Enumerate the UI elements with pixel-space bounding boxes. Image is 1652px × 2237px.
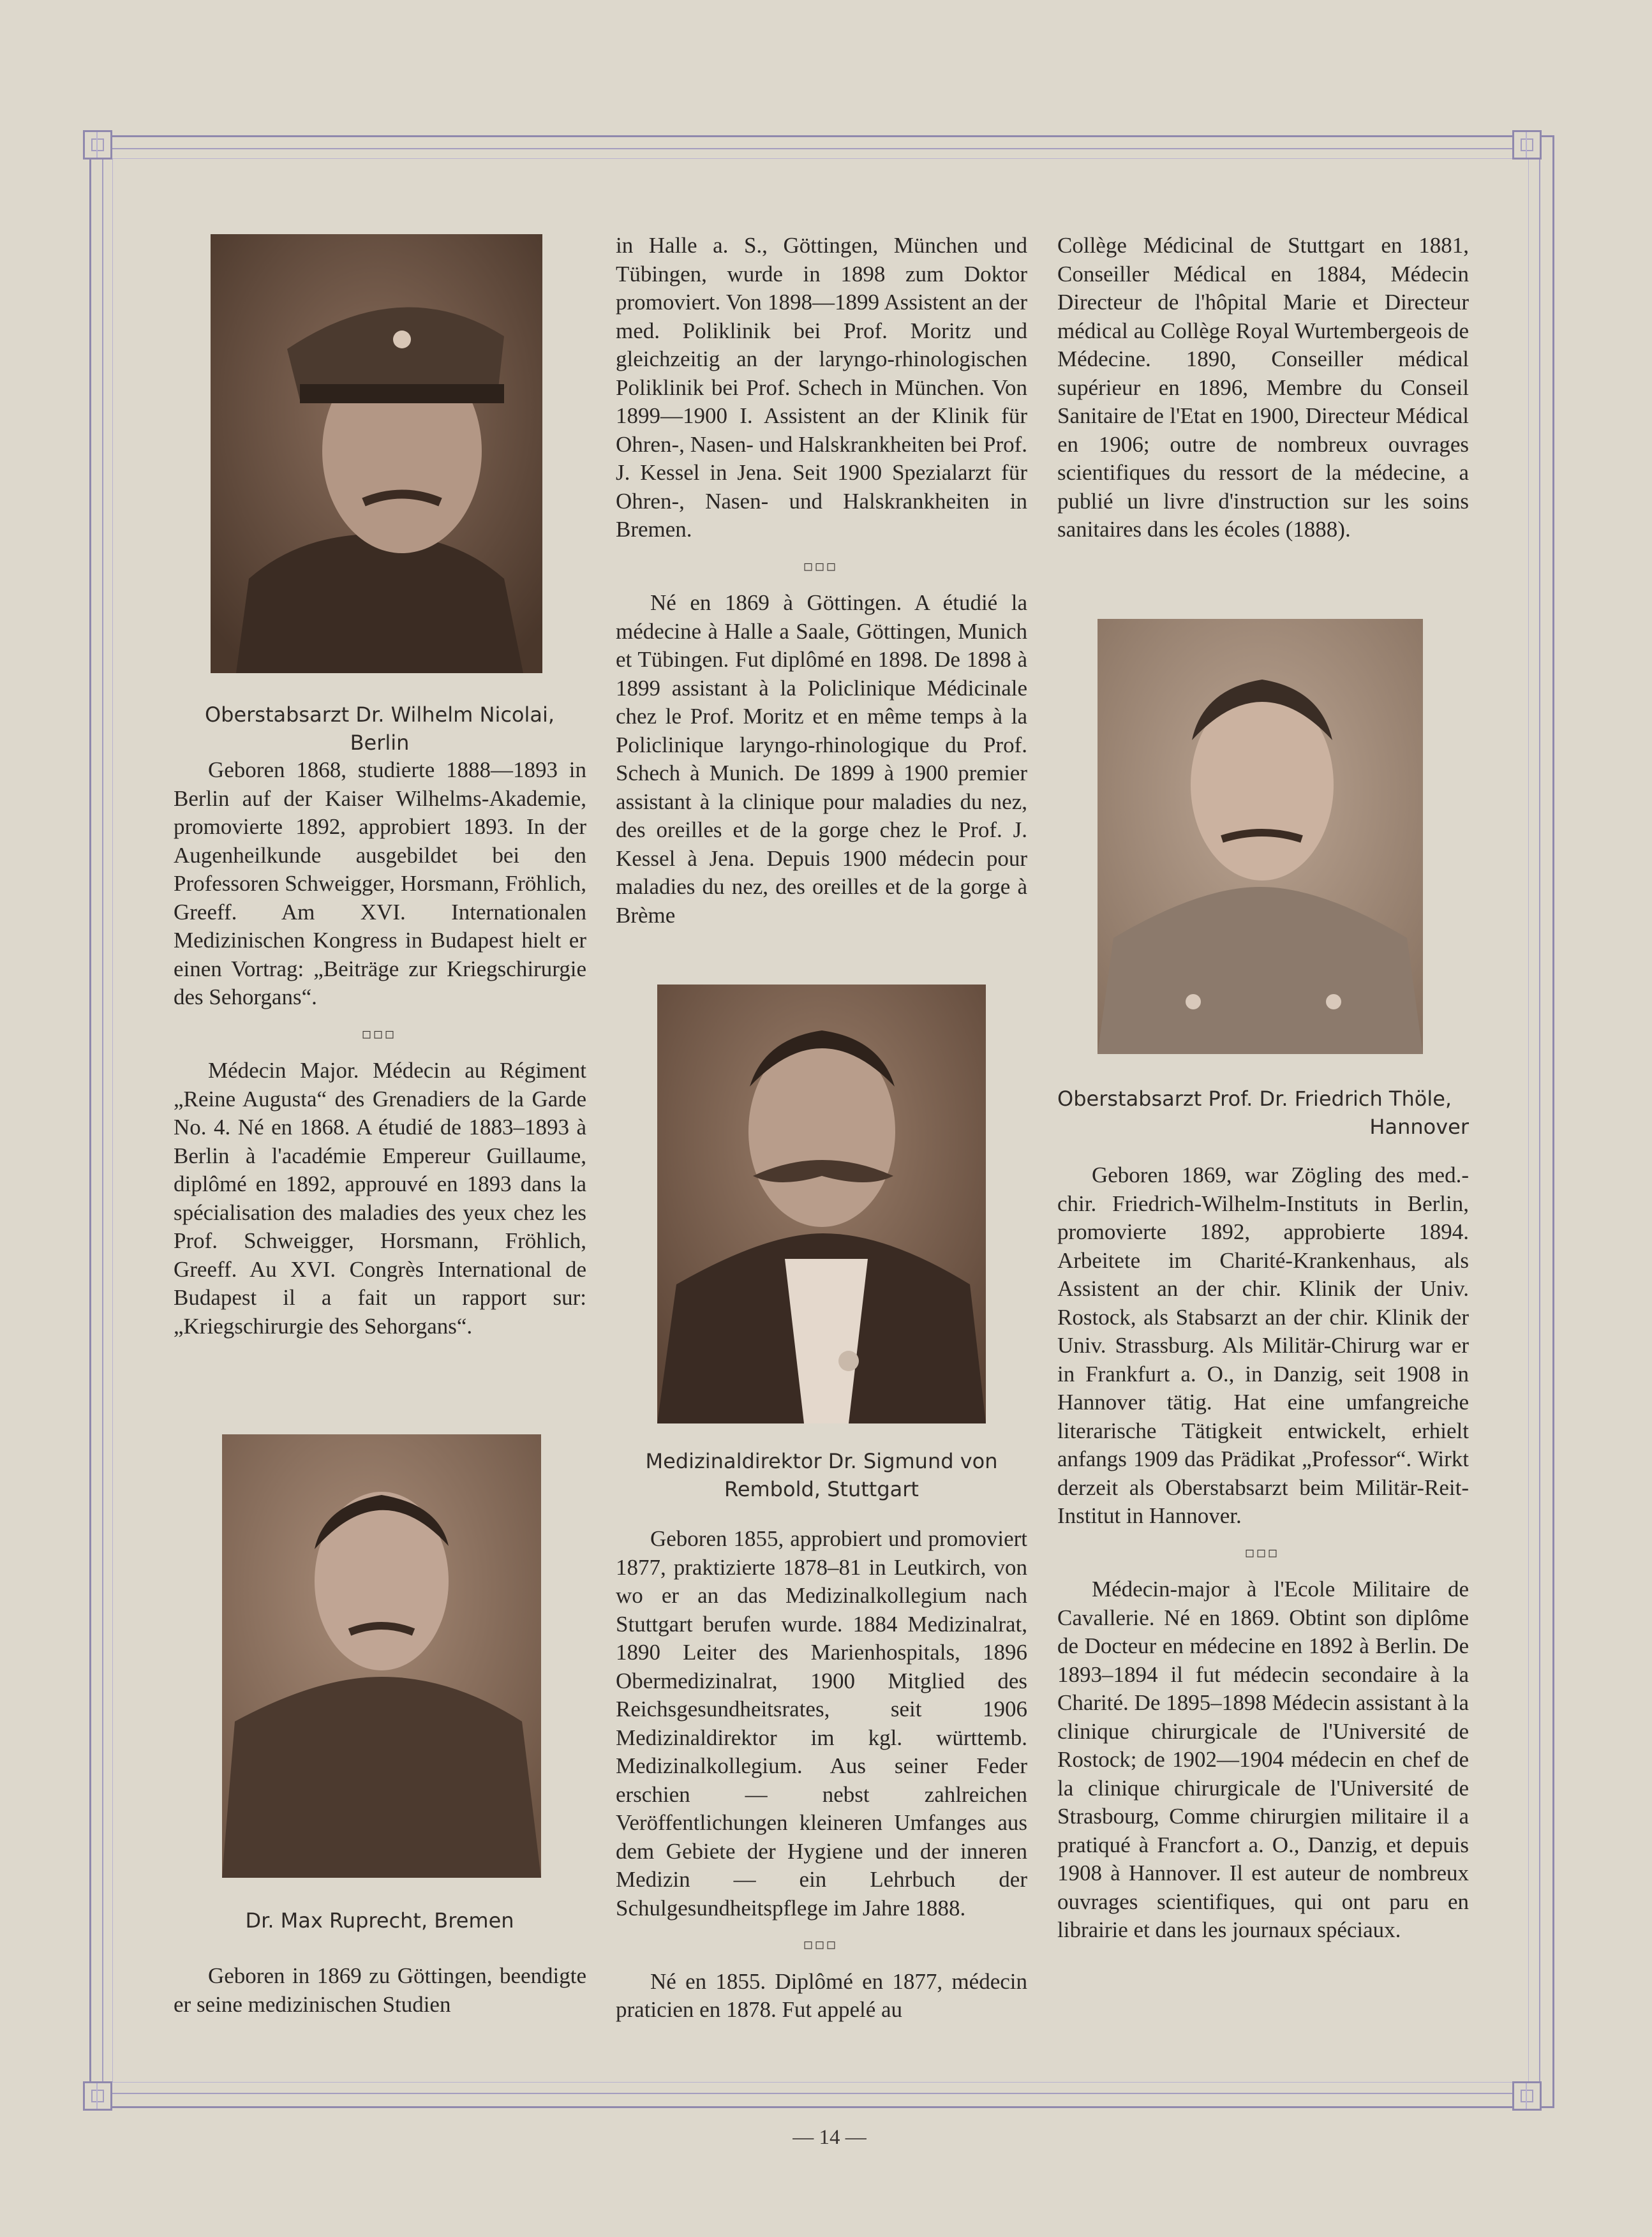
caption-nicolai: Oberstabsarzt Dr. Wilhelm Nicolai, Berlin bbox=[204, 702, 555, 755]
caption-thoele bbox=[1057, 1085, 1469, 1141]
caption-thoele-line-2: Hannover bbox=[1369, 1115, 1469, 1139]
bio-rembold-german: Geboren 1855, approbiert und promoviert 1877, praktizierte 1878–81 in Leutkirch, von wo er an das Medizinalkollegium nach Stuttgart berufen wurde. 1884 Medizinalrat, 1890 Leiter des Marienhospitals, 1896 Obermedizinalrat, 1900 Mitglied des Reichsgesundheitsrates, seit 1906 Medizinaldirektor im kgl. württemb. Medizinalkollegium. Aus seiner Feder erschien — nebst zahlreichen Veröffentlichungen kleineren Umfanges aus dem Gebiete der Hygiene und der inneren Medizin — ein Lehrbuch der Schulgesundheitspflege im Jahre 1888. bbox=[616, 1526, 1027, 1921]
caption-ruprecht: Dr. Max Ruprecht, Bremen bbox=[245, 1908, 514, 1933]
bio-ruprecht-french: Né en 1869 à Göttingen. A étudié la médecine à Halle a Saale, Göttingen, Munich et Tübingen. Fut diplômé en 1898. De 1898 à 1899 assistant à la Policlinique Médicinale chez le Prof. Moritz et en même temps à la Policlinique laryngo-rhinologique du Prof. Schech à Munich. De 1899 à 1900 premier assistant à la clinique pour maladies du nez, des oreilles et de la gorge chez le Prof. J. Kessel à Jena. Depuis 1900 médecin pour maladies du nez, des oreilles et de la gorge à Brème bbox=[616, 590, 1027, 928]
portrait-photo-nicolai bbox=[211, 234, 542, 673]
portrait-photo-rembold bbox=[657, 985, 986, 1423]
section-separator: □□□ bbox=[362, 1025, 398, 1041]
caption-rembold bbox=[616, 1447, 1027, 1503]
corner-ornament bbox=[1512, 130, 1542, 160]
text-column-2-lower bbox=[616, 1525, 1027, 2025]
bio-nicolai-french: Médecin Major. Médecin au Régiment „Reine Augusta“ des Grenadiers de la Garde No. 4. Né en 1868. A étudié de 1883–1893 à Berlin à l'académie Empereur Guillaume, diplômé en 1892, approuvé en 1893 dans la spécialisation des maladies des yeux chez les Prof. Schweigger, Horsmann, Fröhlich, Greeff. Au XVI. Congrès International de Budapest il a fait un rapport sur: „Kriegschirurgie des Sehorgans“. bbox=[174, 1058, 586, 1339]
bio-rembold-french-start: Né en 1855. Diplômé en 1877, médecin praticien en 1878. Fut appelé au bbox=[616, 1968, 1027, 2022]
page-number: — 14 — bbox=[793, 2126, 867, 2149]
bio-ruprecht-german-cont: in Halle a. S., Göttingen, München und Tübingen, wurde in 1898 zum Doktor promoviert. Von 1898—1899 Assistent an der med. Poliklinik bei Prof. Moritz und gleichzeitig an der laryngo-rhinologischen Poliklinik bei Prof. Schech in München. Von 1899—1900 I. Assistent an der Klinik für Ohren-, Nasen- und Halskrankheiten bei Prof. J. Kessel in Jena. Seit 1900 Spezialarzt für Ohren-, Nasen- und Halskrankheiten in Bremen. bbox=[616, 233, 1027, 542]
corner-ornament bbox=[1512, 2081, 1542, 2111]
portrait-photo-ruprecht bbox=[222, 1434, 541, 1878]
bio-nicolai-german: Geboren 1868, studierte 1888—1893 in Berlin auf der Kaiser Wilhelms-Akademie, promovierte 1892, approbiert 1893. In der Augenheilkunde ausgebildet bei den Professoren Schweigger, Horsmann, Fröhlich, Greeff. Am XVI. Internationalen Medizinischen Kongress in Budapest hielt er einen Vortrag: „Beiträge zur Kriegschirurgie des Sehorgans“. bbox=[174, 757, 586, 1009]
bio-ruprecht-german-start: Geboren in 1869 zu Göttingen, beendigte er seine medizinischen Studien bbox=[174, 1963, 586, 2017]
caption-thoele-line-1: Oberstabsarzt Prof. Dr. Friedrich Thöle, bbox=[1057, 1087, 1452, 1111]
section-separator: □□□ bbox=[1246, 1544, 1281, 1560]
bio-rembold-french-cont: Collège Médicinal de Stuttgart en 1881, Conseiller Médical en 1884, Médecin Directeur de l'hôpital Marie et Directeur médical au Collège Royal Wurtembergeois de Médecine. 1890, Conseiller médical supérieur en 1896, Membre du Conseil Sanitaire de l'Etat en 1900, Directeur Médical en 1906; outre de nombreux ouvrages scientifiques du ressort de la médecine, a publié un livre d'instruction sur les soins sanitaires dans les écoles (1888). bbox=[1057, 233, 1469, 542]
section-separator: □□□ bbox=[804, 558, 839, 574]
text-column-2 bbox=[616, 232, 1027, 930]
section-separator: □□□ bbox=[804, 1936, 839, 1952]
portrait-photo-thoele bbox=[1098, 619, 1423, 1054]
text-column-3-lower bbox=[1057, 1161, 1469, 1945]
text-column-1 bbox=[174, 756, 586, 1341]
corner-ornament bbox=[83, 130, 112, 160]
text-column-3 bbox=[1057, 232, 1469, 544]
text-column-1-end bbox=[174, 1962, 586, 2019]
caption-rembold-line-1: Medizinaldirektor Dr. Sigmund von bbox=[645, 1449, 998, 1473]
corner-ornament bbox=[83, 2081, 112, 2111]
caption-rembold-line-2: Rembold, Stuttgart bbox=[724, 1477, 919, 1501]
bio-thoele-german: Geboren 1869, war Zögling des med.-chir. Friedrich-Wilhelm-Instituts in Berlin, promovierte 1892, approbierte 1894. Arbeitete im Charité-Krankenhaus, als Assistent an der chir. Klinik der Univ. Rostock, als Stabsarzt an der chir. Klinik der Univ. Strassburg. Als Militär-Chirurg war er in Frankfurt a. O., in Danzig, seit 1908 in Hannover tätig. Hat eine umfangreiche literarische Tätigkeit entwickelt, erhielt anfangs 1909 das Prädikat „Professor“. Wirkt derzeit als Oberstabsarzt beim Militär-Reit-Institut in Hannover. bbox=[1057, 1163, 1469, 1528]
bio-thoele-french: Médecin-major à l'Ecole Militaire de Cavallerie. Né en 1869. Obtint son diplôme de Docteur en médecine en 1892 à Berlin. De 1893–1894 il fut médecin secondaire à la Charité. De 1895–1898 Médecin assistant à la clinique chirurgicale de l'Université de Rostock; de 1902—1904 médecin en chef de la clinique chirurgicale de l'Université de Strasbourg, Comme chirurgien militaire il a pratiqué à Francfort a. O., Danzig, et depuis 1908 à Hannover. Il est auteur de nombreux ouvrages scientifiques, qui ont paru en librairie et dans les journaux spéciaux. bbox=[1057, 1577, 1469, 1942]
